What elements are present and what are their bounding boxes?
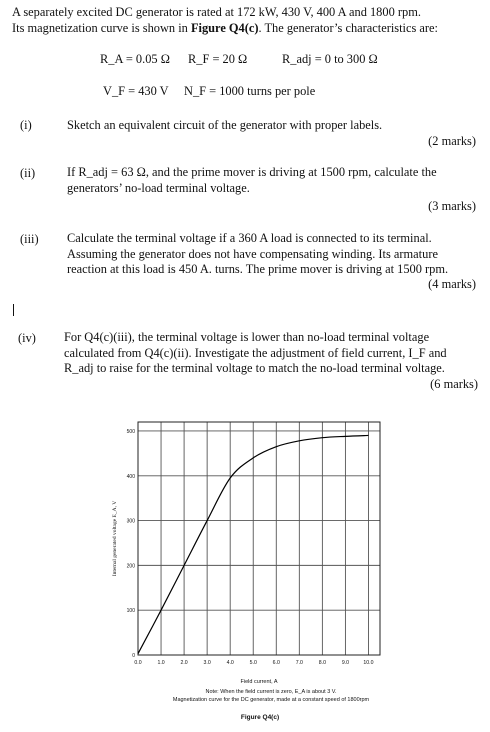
x-axis-label: Field current, A [240,679,278,685]
question-number-iv: (iv) [18,331,36,345]
intro-line-2-pre: Its magnetization curve is shown in [12,21,191,35]
x-tick-label: 8.0 [318,660,326,666]
x-tick-label: 4.0 [226,660,234,666]
chart-note: Note: When the field current is zero, E_A is about 3 V. [205,689,337,695]
margin-mark [13,304,14,316]
question-marks-iv: (6 marks) [430,377,478,391]
question-text-iv-line-3: R_adj to raise for the terminal voltage to match the no-load terminal voltage. [64,361,445,375]
y-tick-label: 100 [126,608,135,615]
intro-paragraph [12,4,480,36]
y-tick-label: 0 [132,653,135,659]
figure-reference: Figure Q4(c) [190,21,259,35]
question-text-iii [67,231,482,278]
y-tick-label: 200 [126,563,135,570]
param-ra: R_A = 0.05 Ω [100,52,170,66]
question-text-ii [67,165,482,196]
plot-border [138,422,380,655]
question-marks-ii: (3 marks) [428,199,476,213]
x-tick-label: 6.0 [272,660,280,666]
figure-label: Figure Q4(c) [240,714,280,721]
x-tick-label: 5.0 [249,660,257,666]
intro-line-2 [12,20,480,36]
question-text-iii-line-2: Assuming the generator does not have compensating winding. Its armature [67,246,438,261]
question-text-ii-line-1: If R_adj = 63 Ω, and the prime mover is driving at 1500 rpm, calculate the [67,165,437,179]
chart-grid [138,422,380,655]
question-text-i: Sketch an equivalent circuit of the generator with proper labels. [67,118,383,132]
chart-subcaption: Magnetization curve for the DC generator, made at a constant speed of 1800rpm [172,697,370,703]
question-text-iii-line-1: Calculate the terminal voltage if a 360 A load is connected to its terminal. [67,231,432,245]
param-vf: V_F = 430 V [103,84,169,98]
x-tick-label: 7.0 [295,660,303,666]
param-radj: R_adj = 0 to 300 Ω [282,52,378,66]
y-tick-labels [127,429,136,659]
param-rf: R_F = 20 Ω [188,52,248,66]
param-nf: N_F = 1000 turns per pole [184,84,316,98]
question-marks-iii: (4 marks) [428,277,476,291]
x-tick-label: 1.0 [157,660,165,666]
intro-line-1: A separately excited DC generator is rated at 172 kW, 430 V, 400 A and 1800 rpm. [12,5,421,19]
x-tick-label: 2.0 [180,660,188,666]
question-text-iii-line-3: reaction at this load is 450 A. turns. The prime mover is driving at 1500 rpm. [67,262,449,276]
x-tick-label: 3.0 [203,660,211,666]
question-marks-i: (2 marks) [428,134,476,148]
x-tick-label: 10.0 [363,660,374,666]
y-axis-label: Internal generated voltage E_A, V [112,500,118,577]
x-tick-label: 0.0 [134,660,142,666]
question-text-iv-line-1: For Q4(c)(iii), the terminal voltage is lower than no-load terminal voltage [64,330,430,344]
figure-q4c [0,400,490,727]
plot-frame [138,422,380,655]
question-text-iv [64,330,484,377]
y-tick-label: 300 [126,518,135,525]
question-number-iii: (iii) [20,232,39,246]
y-tick-label: 500 [126,428,135,435]
question-text-iv-line-2: calculated from Q4(c)(ii). Investigate the adjustment of field current, I_F and [64,345,447,360]
magnetization-chart [0,400,490,727]
x-tick-label: 9.0 [341,660,350,666]
question-text-ii-line-2: generators’ no-load terminal voltage. [67,180,250,195]
x-tick-labels [134,660,373,666]
question-number-i: (i) [20,118,32,132]
intro-line-2-post: . The generator’s characteristics are: [258,21,438,35]
y-tick-label: 400 [126,473,135,480]
question-number-ii: (ii) [20,166,36,180]
